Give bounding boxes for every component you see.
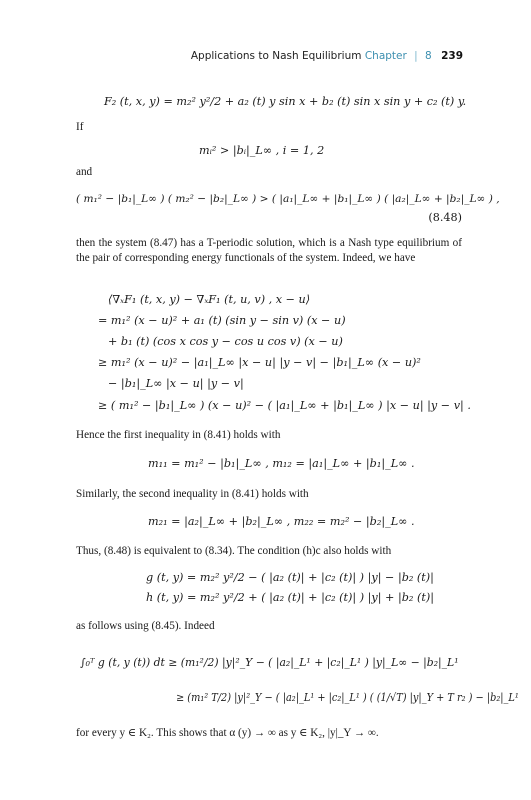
equation-number-8-48: (8.48) bbox=[428, 211, 462, 224]
page-number: 239 bbox=[441, 50, 463, 62]
text-as-follows: as follows using (8.45). Indeed bbox=[76, 620, 215, 632]
equation-F2: F₂ (t, x, y) = m₂² y²/2 + a₂ (t) y sin x + b₂ (t) sin x sin y + c₂ (t) y. bbox=[104, 95, 467, 108]
equation-h: h (t, y) = m₂² y²/2 + ( |a₂ (t)| + |c₂ (t)| ) |y| + |b₂ (t)| bbox=[146, 591, 434, 604]
running-head-title: Applications to Nash Equilibrium bbox=[190, 50, 362, 62]
text-thus: Thus, (8.48) is equivalent to (8.34). The condition (h)c also holds with bbox=[76, 545, 392, 557]
equation-integral-2: ≥ (m₁² T/2) |y|²_Y − ( |a₂|_L¹ + |c₂|_L¹ ) ( (1/√T) |y|_Y + T r₂ ) − |b₂|_L¹ bbox=[176, 691, 519, 704]
equation-inner-product-3: + b₁ (t) (cos x cos y − cos u cos v) (x − u) bbox=[108, 335, 343, 348]
equation-inner-product-2: = m₁² (x − u)² + a₁ (t) (sin y − sin v) (x − u) bbox=[98, 314, 346, 327]
equation-8-48: ( m₁² − |b₁|_L∞ ) ( m₂² − |b₂|_L∞ ) > ( |a₁|_L∞ + |b₁|_L∞ ) ( |a₂|_L∞ + |b₂|_L∞ ) , bbox=[76, 193, 500, 205]
running-head bbox=[191, 50, 463, 62]
equation-m2: m₂₁ = |a₂|_L∞ + |b₂|_L∞ , m₂₂ = m₂² − |b₂|_L∞ . bbox=[148, 515, 415, 528]
text-and: and bbox=[76, 166, 93, 178]
paragraph-system: then the system (8.47) has a T-periodic solution, which is a Nash type equilibrium of the pair of corresponding energy functionals of the system. Indeed, we have bbox=[76, 237, 462, 264]
text-similarly: Similarly, the second inequality in (8.41) holds with bbox=[76, 488, 309, 500]
equation-inner-product-1: ⟨∇ₓF₁ (t, x, y) − ∇ₓF₁ (t, u, v) , x − u⟩ bbox=[108, 293, 311, 306]
equation-inner-product-4: ≥ m₁² (x − u)² − |a₁|_L∞ |x − u| |y − v| − |b₁|_L∞ (x − u)² bbox=[98, 356, 421, 369]
text-if: If bbox=[76, 121, 84, 133]
equation-integral-1: ∫₀ᵀ g (t, y (t)) dt ≥ (m₁²/2) |y|²_Y − ( |a₂|_L¹ + |c₂|_L¹ ) |y|_L∞ − |b₂|_L¹ bbox=[80, 656, 459, 669]
text-hence: Hence the first inequality in (8.41) holds with bbox=[76, 429, 281, 441]
equation-m1: m₁₁ = m₁² − |b₁|_L∞ , m₁₂ = |a₁|_L∞ + |b₁|_L∞ . bbox=[148, 457, 415, 470]
equation-g: g (t, y) = m₂² y²/2 − ( |a₂ (t)| + |c₂ (t)| ) |y| − |b₂ (t)| bbox=[146, 571, 434, 584]
text-final: for every y ∈ K₂. This shows that α (y) → ∞ as y ∈ K₂, |y|_Y → ∞. bbox=[76, 727, 379, 739]
equation-inner-product-5: − |b₁|_L∞ |x − u| |y − v| bbox=[108, 377, 244, 390]
running-head-chapter-number: 8 bbox=[425, 50, 432, 62]
running-head-separator: | bbox=[414, 50, 418, 62]
running-head-chapter-label: Chapter bbox=[364, 50, 407, 62]
equation-condition: mᵢ² > |bᵢ|_L∞ , i = 1, 2 bbox=[199, 144, 325, 157]
equation-inner-product-6: ≥ ( m₁² − |b₁|_L∞ ) (x − u)² − ( |a₁|_L∞ + |b₁|_L∞ ) |x − u| |y − v| . bbox=[98, 399, 471, 412]
